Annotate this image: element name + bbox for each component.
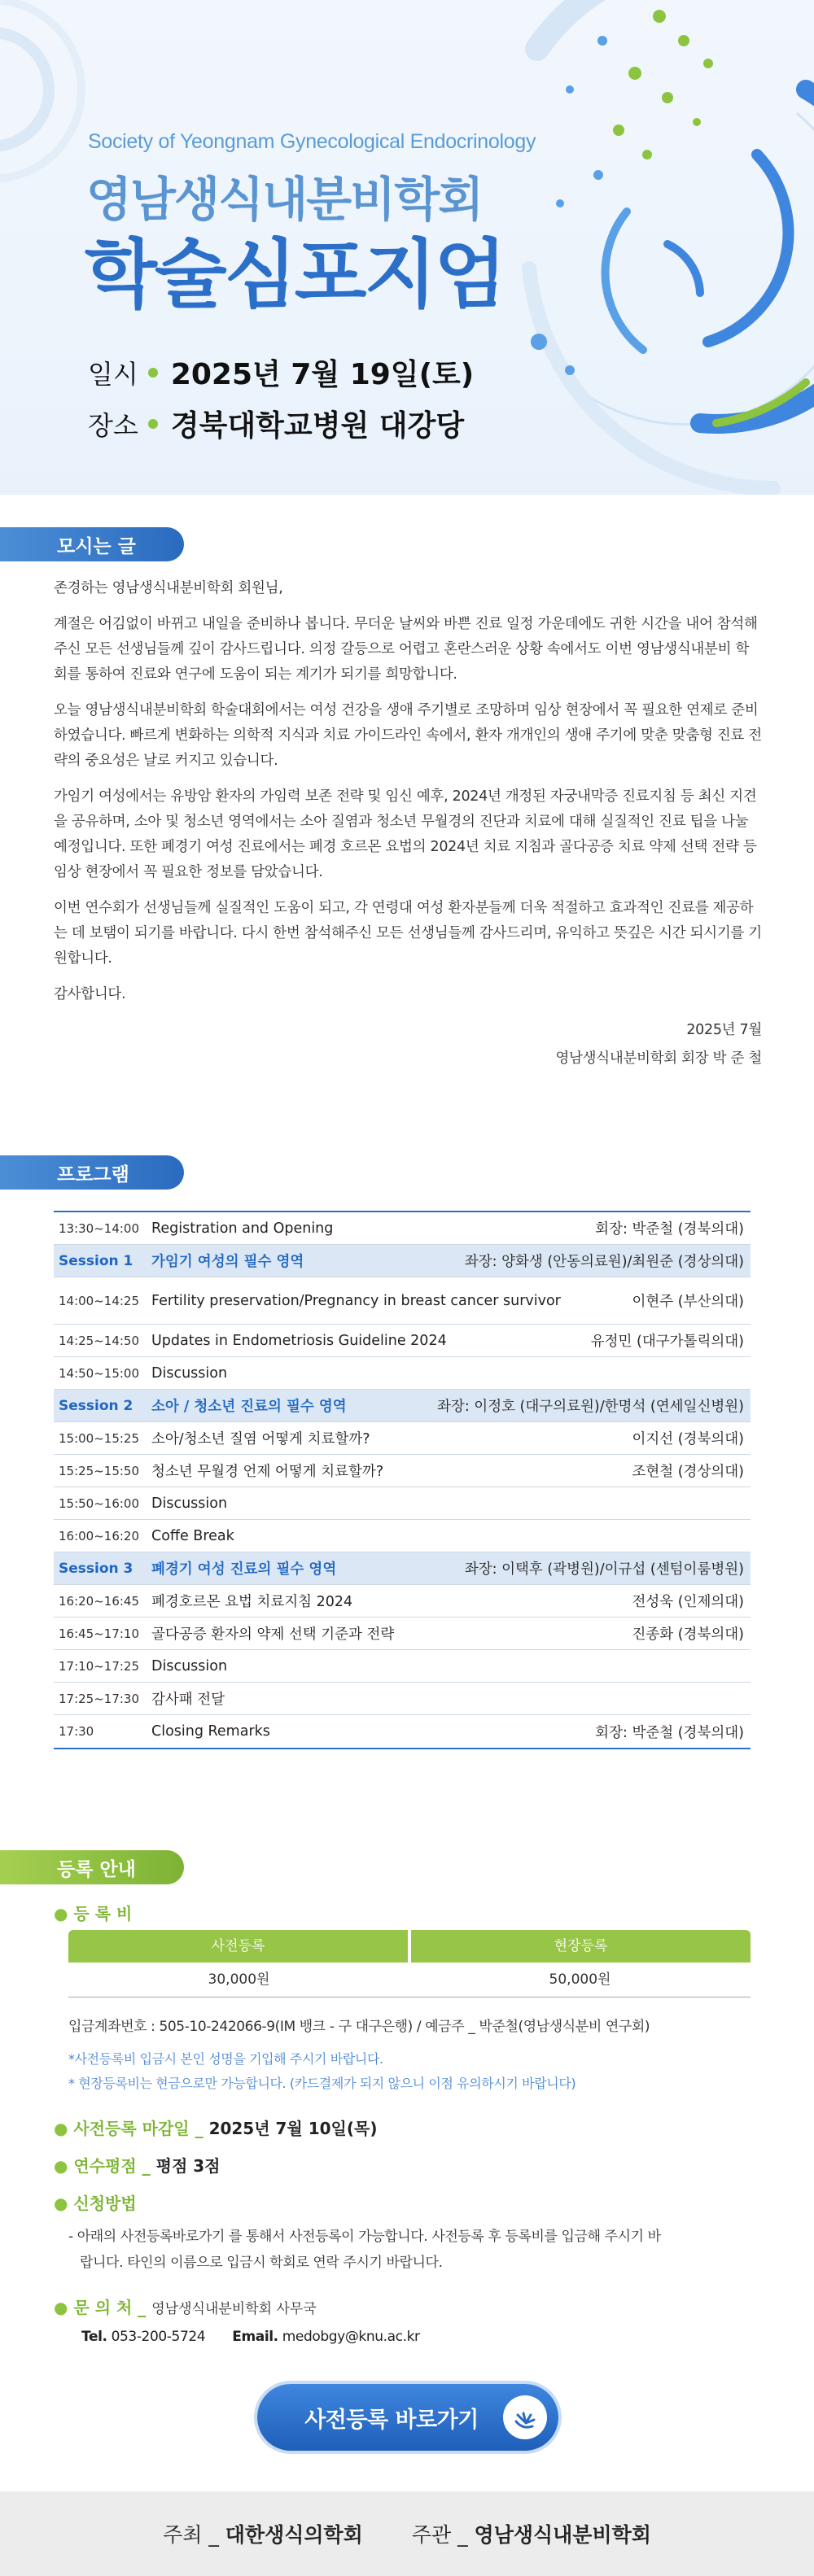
email-link[interactable]: medobgy@knu.ac.kr (282, 2329, 420, 2345)
program-speaker: 이지선 (경북의대) (632, 1431, 744, 1447)
sign-date: 2025년 7월 (686, 1022, 762, 1038)
program-time: 15:00~15:25 (59, 1430, 140, 1446)
program-speaker: 진종화 (경북의대) (632, 1626, 744, 1643)
greeting-paragraph: 오늘 영남생식내분비학회 학술대회에서는 여성 건강을 생애 주기별로 조망하며 임상 현장에서 꼭 필요한 연제로 준비하였습니다. 빠르게 변화하는 의학적 지식과 치료 가이드라인 속에서, 환자 개개인의 생애 주기에 맞춘 맞춤형 진료 전략의 중요성은 날로 커지고 있습니다. (54, 702, 762, 769)
society-english-name: Society of Yeongnam Gynecological Endocrinology (88, 130, 536, 153)
program-speaker: 회장: 박준철 (경북의대) (595, 1724, 744, 1741)
program-speaker: 이현주 (부산의대) (632, 1294, 744, 1310)
host-name: 대한생식의학회 (225, 2523, 363, 2547)
fee-value-onsite: 50,000원 (549, 1971, 611, 1988)
program-time: 15:25~15:50 (59, 1463, 140, 1478)
venue-label: 장소 (88, 409, 138, 441)
footer: 주최 _ 대한생식의학회 주관 _ 영남생식내분비학회 (0, 2491, 814, 2576)
program-topic: 폐경기 여성 진료의 필수 영역 (151, 1561, 337, 1578)
event-venue (88, 403, 464, 444)
program-row (54, 1277, 751, 1325)
program-speaker: 좌장: 이정호 (대구의료원)/한명석 (연세일신병원) (437, 1399, 744, 1415)
fee-header-onsite: 현장등록 (411, 1930, 751, 1963)
program-header: 프로그램 (0, 1155, 184, 1190)
account-info: 입금계좌번호 : 505-10-242066-9(IM 뱅크 - 구 대구은행) / 예금주 _ 박준철(영남생식분비 연구회) (68, 2019, 650, 2035)
pointer-hand-icon (503, 2395, 547, 2439)
method-text-1: - 아래의 사전등록바로가기 를 통해서 사전등록이 가능합니다. 사전등록 후 등록비를 입금해 주시기 바 (68, 2229, 661, 2245)
fee-value-pre: 30,000원 (208, 1971, 270, 1988)
program-row (54, 1520, 751, 1552)
bullet-dot-icon (148, 419, 158, 429)
date-value: 2025년 7월 19일(토) (170, 358, 475, 391)
program-topic: Discussion (151, 1495, 228, 1512)
venue-value: 경북대학교병원 대강당 (170, 409, 465, 443)
registration-header: 등록 안내 (0, 1850, 184, 1884)
program-speaker: 유정민 (대구가톨릭의대) (590, 1334, 744, 1350)
hero-banner (0, 0, 814, 495)
method-text-2: 랍니다. 타인의 이름으로 입금시 학회로 연락 주시기 바랍니다. (80, 2255, 443, 2271)
program-topic: 소아/청소년 질염 어떻게 치료할까? (151, 1431, 370, 1447)
note-1: *사전등록비 입금시 본인 성명을 기입해 주시기 바랍니다. (68, 2051, 383, 2067)
deadline: ● 사전등록 마감일 _ 2025년 7월 10일(목) (54, 2119, 378, 2138)
bullet-dot-icon: ● (54, 1904, 68, 1923)
greeting-paragraph: 감사합니다. (54, 986, 126, 1002)
program-speaker: 전성욱 (인제의대) (632, 1594, 744, 1610)
bullet-dot-icon: ● (54, 2194, 68, 2213)
event-date (88, 351, 474, 393)
program-row (54, 1357, 751, 1390)
program-time: 13:30~14:00 (59, 1220, 140, 1236)
bullet-dot-icon: ● (54, 2119, 68, 2138)
program-session-row (54, 1245, 751, 1277)
contact-details: Tel. 053-200-5724 Email. medobgy@knu.ac.kr (81, 2329, 420, 2345)
program-time: 17:25~17:30 (59, 1691, 140, 1706)
program-topic: Coffe Break (151, 1527, 234, 1544)
program-time: 14:50~15:00 (59, 1365, 140, 1381)
program-row (54, 1422, 751, 1455)
contact: ● 문 의 처 _ 영남생식내분비학회 사무국 (54, 2298, 317, 2317)
program-time: 16:00~16:20 (59, 1528, 140, 1543)
program-row (54, 1325, 751, 1357)
program-time: Session 2 (59, 1397, 133, 1414)
program-row (54, 1212, 751, 1245)
method: ● 신청방법 (54, 2194, 137, 2213)
program-time: 14:00~14:25 (59, 1293, 140, 1308)
program-time: 17:10~17:25 (59, 1658, 140, 1674)
event-title: 학술심포지엄 (85, 231, 505, 318)
program-row (54, 1650, 751, 1683)
program-topic: Registration and Opening (151, 1220, 334, 1237)
program-speaker: 좌장: 이택후 (곽병원)/이규섭 (센텀이룸병원) (464, 1561, 744, 1578)
sign-name: 영남생식내분비학회 회장 박 준 철 (555, 1050, 762, 1067)
bullet-dot-icon: ● (54, 2298, 68, 2317)
program-time: 15:50~16:00 (59, 1495, 140, 1511)
greeting-paragraph: 가임기 여성에서는 유방암 환자의 가임력 보존 전략 및 임신 예후, 2024년 개정된 자궁내막증 진료지침 등 최신 지견을 공유하며, 소아 및 청소년 영역에서는 소아 질염과 청소년 무월경의 진단과 치료에 대해 실질적인 진료 팁을 나눌 예정입니다. 또한 폐경기 여성 진료에서는 폐경 호르몬 요법의 2024년 치료 지침과 골다공증 치료 약제 선택 전략 등 임상 현장에서 꼭 필요한 정보를 담았습니다. (54, 788, 757, 880)
program-time: 16:20~16:45 (59, 1593, 140, 1609)
program-table (54, 1211, 751, 1749)
program-session-row (54, 1390, 751, 1422)
program-speaker: 조현철 (경상의대) (632, 1464, 744, 1480)
fee-header-pre: 사전등록 (68, 1930, 408, 1963)
greeting-paragraph: 계절은 어김없이 바뀌고 내일을 준비하나 봅니다. 무더운 날씨와 바쁜 진료 일정 가운데에도 귀한 시간을 내어 참석해 주신 모든 선생님들께 깊이 감사드립니다. 의정 갈등으로 어렵고 혼란스러운 상황 속에서도 이번 영남생식내분비 학회를 통하여 진료와 연구에 도움이 되는 계기가 되기를 희망합니다. (54, 616, 758, 683)
program-topic: 골다공증 환자의 약제 선택 기준과 전략 (151, 1626, 395, 1643)
program-time: 17:30 (59, 1724, 94, 1739)
program-topic: 소아 / 청소년 진료의 필수 영역 (151, 1399, 347, 1415)
program-row (54, 1618, 751, 1650)
program-topic: Updates in Endometriosis Guideline 2024 (151, 1332, 447, 1349)
date-label: 일시 (88, 358, 138, 390)
program-topic: 청소년 무월경 언제 어떻게 치료할까? (151, 1464, 384, 1480)
program-topic: 가임기 여성의 필수 영역 (151, 1254, 304, 1270)
program-row (54, 1585, 751, 1618)
program-row (54, 1455, 751, 1487)
pre-registration-button[interactable]: 사전등록 바로가기 (257, 2384, 558, 2451)
tel-value: 053-200-5724 (111, 2329, 206, 2345)
bullet-dot-icon (148, 368, 158, 378)
program-topic: Fertility preservation/Pregnancy in breast cancer survivor (151, 1292, 561, 1309)
society-name: 영남생식내분비학회 (86, 172, 483, 227)
program-speaker: 회장: 박준철 (경북의대) (595, 1221, 744, 1238)
credit: ● 연수평점 _ 평점 3점 (54, 2156, 221, 2176)
program-topic: Discussion (151, 1364, 228, 1382)
note-2: * 현장등록비는 현금으로만 가능합니다. (카드결제가 되지 않으니 이점 유의하시기 바랍니다) (68, 2076, 576, 2091)
greeting-body (54, 576, 762, 1082)
greeting-paragraph: 존경하는 영남생식내분비학회 회원님, (54, 580, 283, 596)
program-topic: Discussion (151, 1657, 228, 1674)
program-speaker: 좌장: 양화생 (안동의료원)/최원준 (경상의대) (464, 1254, 744, 1270)
program-time: Session 1 (59, 1252, 133, 1269)
bullet-dot-icon: ● (54, 2156, 68, 2176)
greeting-header: 모시는 글 (0, 527, 184, 561)
organizer-name: 영남생식내분비학회 (474, 2523, 651, 2547)
program-topic: 감사패 전달 (151, 1692, 225, 1708)
program-row (54, 1683, 751, 1715)
program-row (54, 1487, 751, 1520)
program-session-row (54, 1552, 751, 1585)
program-time: 14:25~14:50 (59, 1333, 140, 1348)
program-time: Session 3 (59, 1560, 133, 1577)
program-topic: Closing Remarks (151, 1723, 270, 1740)
fee-title: ● 등 록 비 (54, 1904, 133, 1923)
program-time: 16:45~17:10 (59, 1626, 140, 1641)
program-row (54, 1715, 751, 1748)
fee-table (68, 1930, 751, 1997)
program-topic: 폐경호르몬 요법 치료지침 2024 (151, 1594, 353, 1610)
greeting-paragraph: 이번 연수회가 선생님들께 실질적인 도움이 되고, 각 연령대 여성 환자분들께 더욱 적절하고 효과적인 진료를 제공하는 데 보탬이 되기를 바랍니다. 다시 한번 참석해주신 모든 선생님들께 감사드리며, 유익하고 뜻깊은 시간 되시기를 기원합니다. (54, 900, 762, 967)
